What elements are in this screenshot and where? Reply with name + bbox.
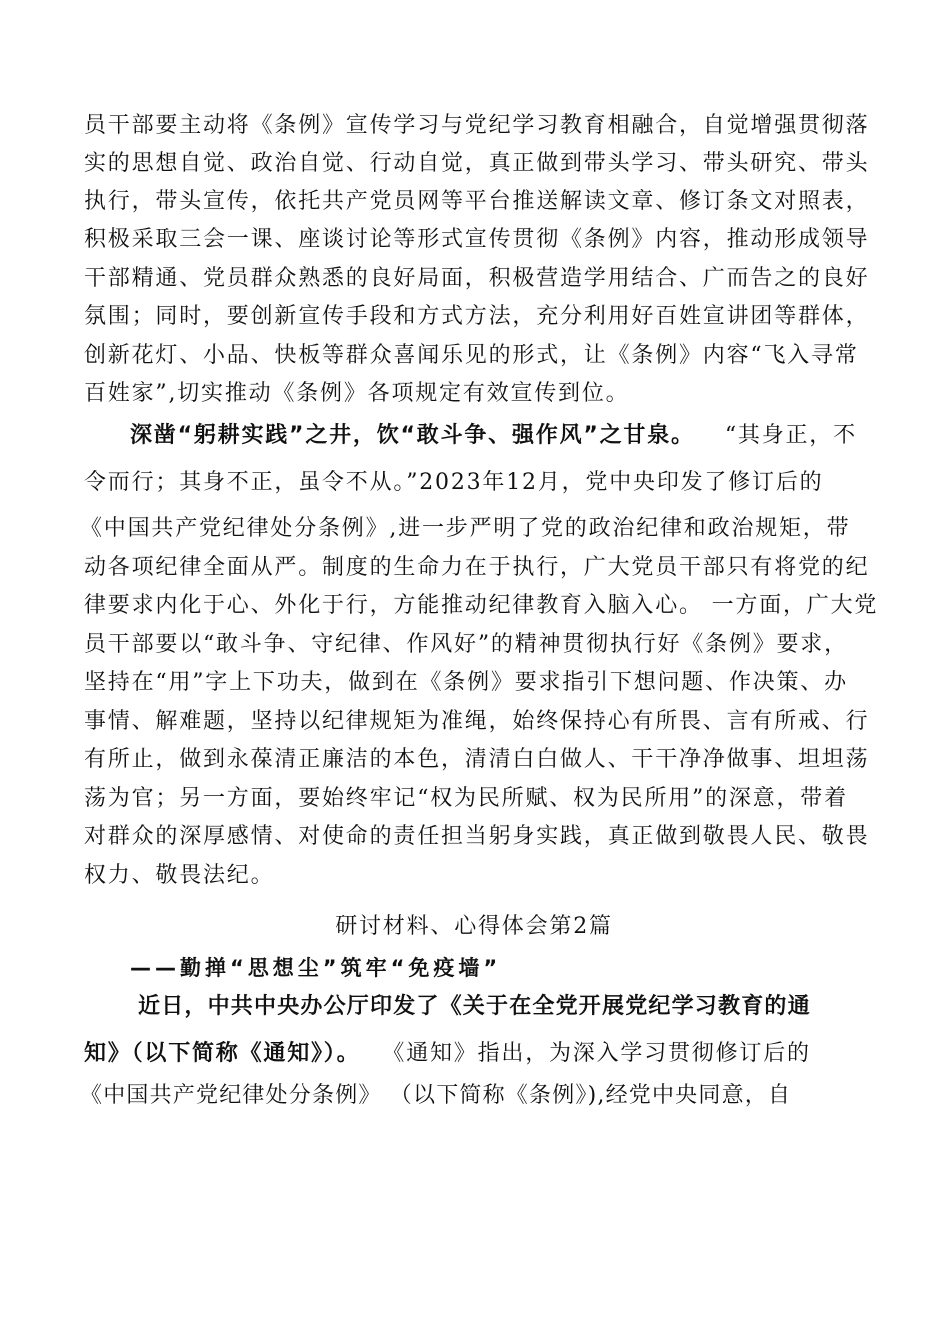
paragraph-1-line: 执行，带头宣传，依托共产党员网等平台推送解读文章、修订条文对照表， [84, 189, 870, 214]
paragraph-2-heading-row [130, 420, 870, 452]
paragraph-2-line: 动各项纪律全面从严。制度的生命力在于执行，广大党员干部只有将党的纪 [84, 555, 870, 580]
paragraph-2-line: 荡为官；另一方面，要始终牢记“权为民所赋、权为民所用”的深意，带着 [84, 786, 848, 811]
paragraph-1-line: 员干部要主动将《条例》宣传学习与党纪学习教育相融合，自觉增强贯彻落 [84, 113, 870, 138]
paragraph-2-heading-tail: “其身正，不 [724, 423, 857, 448]
section-title: 研讨材料、心得体会第2篇 [335, 914, 613, 939]
section-body-line: 《中国共产党纪律处分条例》 （以下简称《条例》),经党中央同意，自 [80, 1083, 792, 1108]
section-body-bold-start: 知》（以下简称《通知》）。 [84, 1041, 361, 1066]
paragraph-2-line: 有所止，做到永葆清正廉洁的本色，清清白白做人、干干净净做事、坦坦荡 [84, 747, 870, 772]
paragraph-2-line: 对群众的深厚感情、对使命的责任担当躬身实践，真正做到敬畏人民、敬畏 [84, 824, 870, 849]
section-subtitle: ——勤掸“思想尘”筑牢“免疫墙” [130, 956, 502, 980]
paragraph-2-line: 律要求内化于心、外化于行，方能推动纪律教育入脑入心。 一方面，广大党 [84, 593, 879, 618]
paragraph-1-line: 创新花灯、小品、快板等群众喜闻乐见的形式，让《条例》内容“飞入寻常 [84, 343, 859, 368]
paragraph-1-line: 积极采取三会一课、座谈讨论等形式宣传贯彻《条例》内容，推动形成领导 [84, 227, 870, 252]
section-body-rest: 《通知》指出，为深入学习贯彻修订后的 [382, 1041, 811, 1066]
paragraph-1-line: 氛围；同时，要创新宣传手段和方式方法，充分利用好百姓宣讲团等群体， [84, 304, 870, 329]
paragraph-2-line: 员干部要以“敢斗争、守纪律、作风好”的精神贯彻执行好《条例》要求， [84, 632, 848, 657]
paragraph-2-line: 《中国共产党纪律处分条例》,进一步严明了党的政治纪律和政治规矩，带 [80, 516, 851, 541]
paragraph-2-line: 坚持在“用”字上下功夫，做到在《条例》要求指引下想问题、作决策、办 [84, 670, 848, 695]
paragraph-2-line: 事情、解难题，坚持以纪律规矩为准绳，始终保持心有所畏、言有所戒、行 [84, 709, 870, 734]
paragraph-1-line: 百姓家”,切实推动《条例》各项规定有效宣传到位。 [84, 381, 630, 406]
section-body-bold-line: 近日，中共中央办公厅印发了《关于在全党开展党纪学习教育的通 [138, 994, 811, 1019]
paragraph-2-line: 权力、敬畏法纪。 [84, 863, 275, 888]
section-body-line [84, 1038, 874, 1070]
paragraph-1-line: 实的思想自觉、政治自觉、行动自觉，真正做到带头学习、带头研究、带头 [84, 151, 870, 176]
paragraph-2-line: 令而行；其身不正，虽令不从。”2023年12月，党中央印发了修订后的 [84, 470, 824, 495]
paragraph-1-line: 干部精通、党员群众熟悉的良好局面，积极营造学用结合、广而告之的良好 [84, 266, 870, 291]
paragraph-2-heading: 深凿“躬耕实践”之井，饮“敢斗争、强作风”之甘泉。 [130, 423, 695, 448]
